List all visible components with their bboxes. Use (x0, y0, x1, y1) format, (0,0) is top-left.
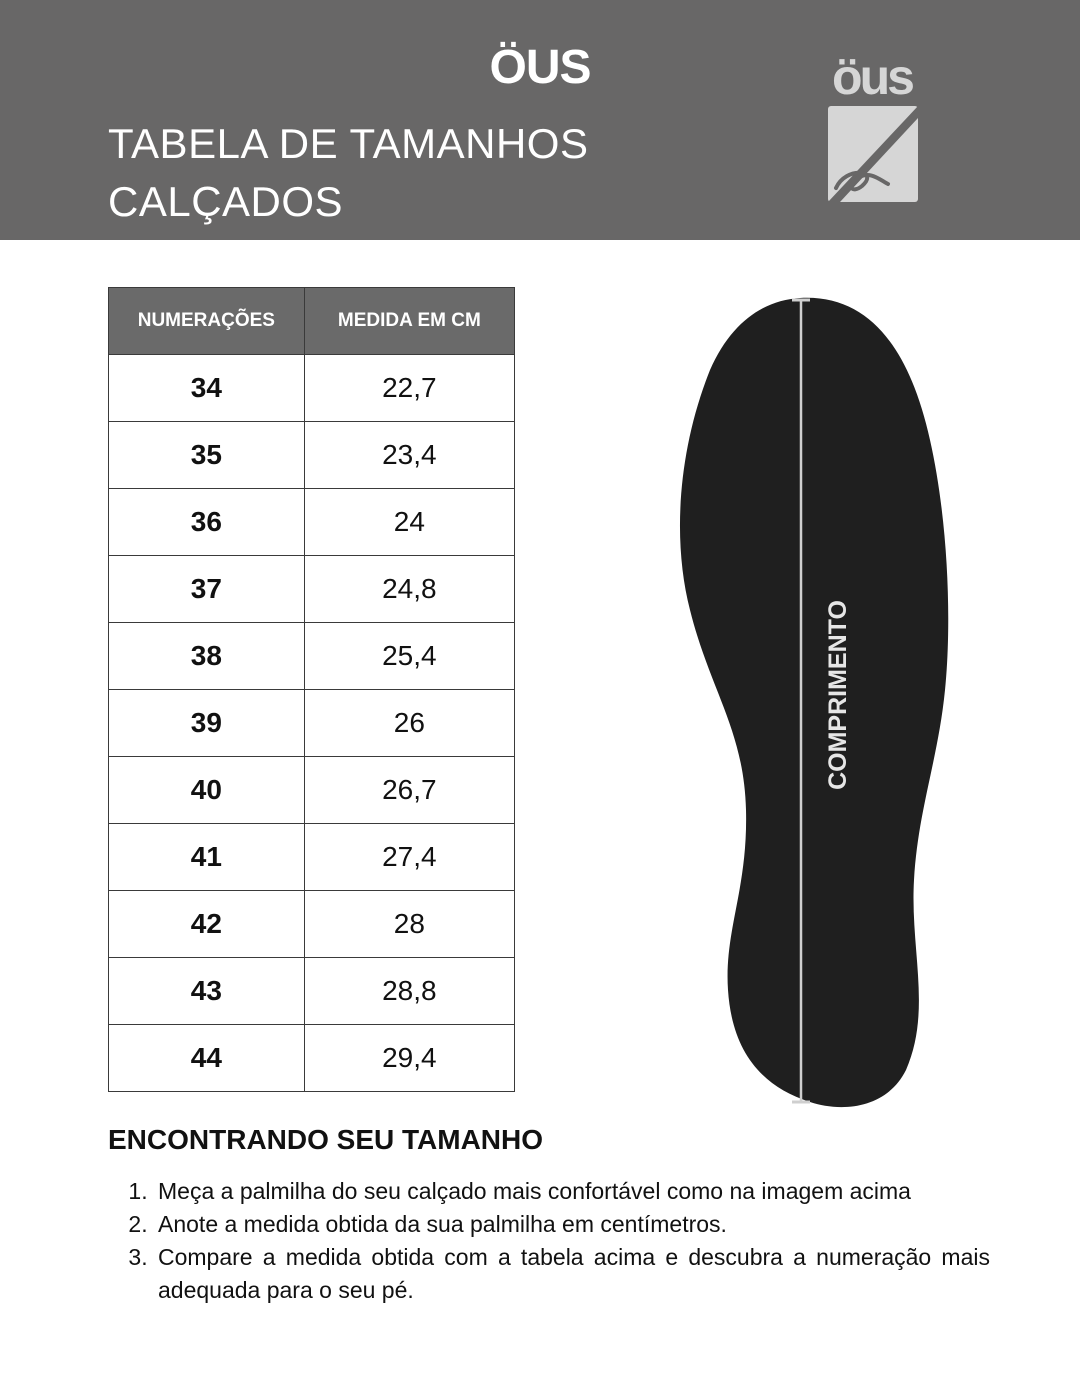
cm-cell: 29,4 (304, 1025, 514, 1092)
size-table (108, 287, 515, 1092)
table-row (109, 757, 515, 824)
size-cell: 38 (109, 623, 305, 690)
table-row (109, 891, 515, 958)
table-row (109, 489, 515, 556)
table-row (109, 355, 515, 422)
cm-cell: 23,4 (304, 422, 514, 489)
brand-logo-icon (822, 48, 922, 204)
cm-cell: 28 (304, 891, 514, 958)
howto-steps (108, 1175, 990, 1307)
logo-text: öus (832, 49, 912, 105)
comprimento-label: COMPRIMENTO (824, 600, 852, 790)
list-item: 3. Compare a medida obtida com a tabela acima e descubra a numeração mais adequada para o seu pé. (154, 1241, 990, 1307)
brand-wordmark: ÖUS (489, 41, 591, 94)
header-numeracoes: NUMERAÇÕES (109, 288, 305, 355)
table-row (109, 422, 515, 489)
table-header-row (109, 288, 515, 355)
cm-cell: 24,8 (304, 556, 514, 623)
size-cell: 36 (109, 489, 305, 556)
size-cell: 44 (109, 1025, 305, 1092)
size-cell: 42 (109, 891, 305, 958)
table-row (109, 556, 515, 623)
list-item: 2. Anote a medida obtida da sua palmilha em centímetros. (154, 1208, 990, 1241)
cm-cell: 26,7 (304, 757, 514, 824)
page-title: TABELA DE TAMANHOS (108, 120, 589, 167)
table-row (109, 1025, 515, 1092)
table-row (109, 690, 515, 757)
cm-cell: 22,7 (304, 355, 514, 422)
size-cell: 43 (109, 958, 305, 1025)
howto-heading: ENCONTRANDO SEU TAMANHO (108, 1124, 544, 1155)
table-row (109, 623, 515, 690)
size-cell: 37 (109, 556, 305, 623)
cm-cell: 26 (304, 690, 514, 757)
list-item: 1. Meça a palmilha do seu calçado mais confortável como na imagem acima (154, 1175, 990, 1208)
table-row (109, 824, 515, 891)
size-cell: 41 (109, 824, 305, 891)
size-cell: 34 (109, 355, 305, 422)
page-subtitle: CALÇADOS (108, 178, 344, 225)
insole-silhouette-icon (670, 290, 970, 1120)
size-cell: 39 (109, 690, 305, 757)
size-cell: 35 (109, 422, 305, 489)
size-cell: 40 (109, 757, 305, 824)
cm-cell: 28,8 (304, 958, 514, 1025)
cm-cell: 24 (304, 489, 514, 556)
header-banner (0, 0, 1080, 240)
cm-cell: 27,4 (304, 824, 514, 891)
cm-cell: 25,4 (304, 623, 514, 690)
table-row (109, 958, 515, 1025)
header-medida-cm: MEDIDA EM CM (304, 288, 514, 355)
